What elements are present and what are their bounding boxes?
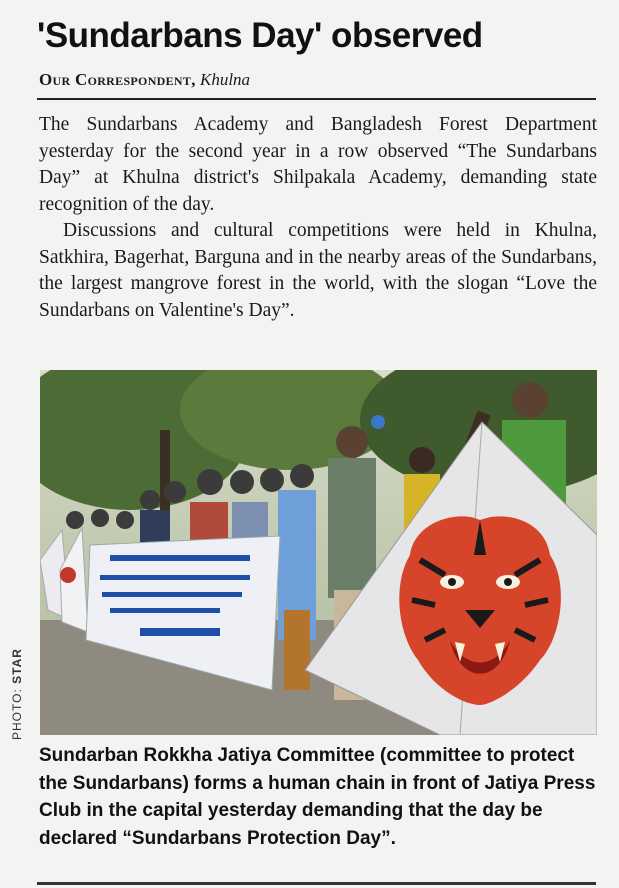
headline-divider xyxy=(37,98,596,100)
news-photo xyxy=(40,370,597,735)
photo-credit xyxy=(10,648,24,740)
bottom-divider xyxy=(37,882,596,885)
byline-author: Our Correspondent, xyxy=(39,70,196,89)
byline xyxy=(39,70,250,90)
photo-credit-prefix: PHOTO: xyxy=(10,683,24,740)
byline-location: Khulna xyxy=(200,70,251,89)
paragraph-1: The Sundarbans Academy and Bangladesh Forest Department yesterday for the second year in a row observed “The Sundarbans Day” at Khulna district's Shilpakala Academy, demanding state recognition of the day. xyxy=(39,114,597,215)
paragraph-2: Discussions and cultural competitions were held in Khulna, Satkhira, Bagerhat, Barguna and in the nearby areas of the Sundarbans, the largest mangrove forest in the world, with the slogan “Love the Sundarbans on Valentine's Day”. xyxy=(39,220,597,321)
photo-caption: Sundarban Rokkha Jatiya Committee (committee to protect the Sundarbans) forms a human chain in front of Jatiya Press Club in the capital yesterday demanding that the day be declared “Sundarbans Protection Day”. xyxy=(39,745,596,849)
headline: 'Sundarbans Day' observed xyxy=(37,16,483,55)
article-body xyxy=(39,112,597,324)
photo-credit-source: STAR xyxy=(10,648,24,684)
